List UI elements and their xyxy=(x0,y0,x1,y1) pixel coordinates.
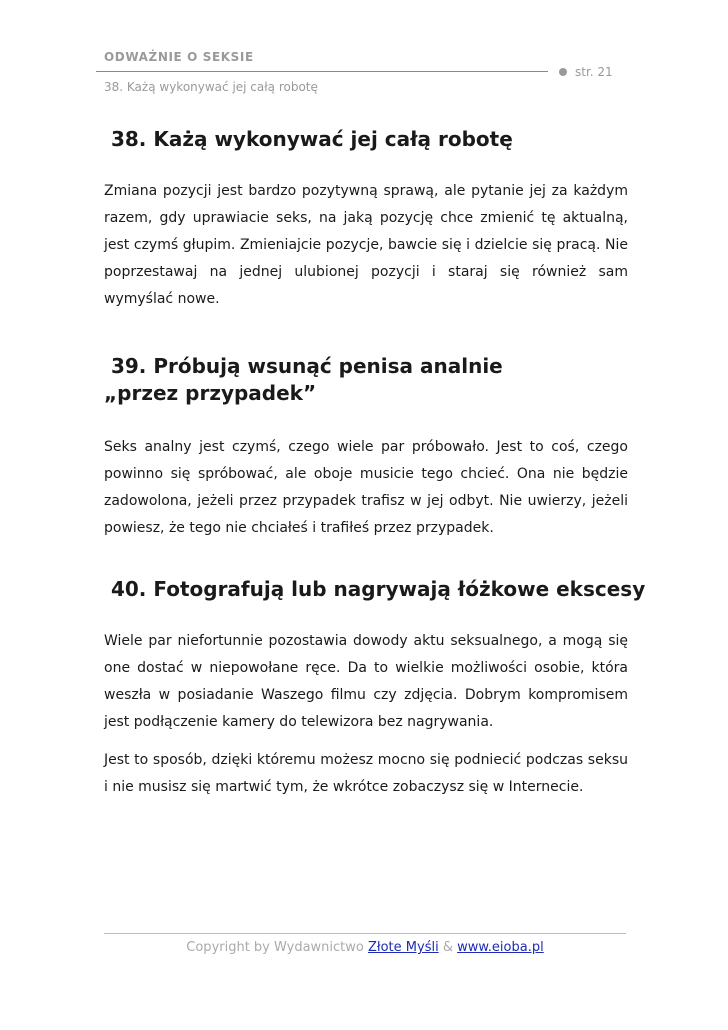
page-number: str. 21 xyxy=(575,65,613,79)
footer-copyright xyxy=(104,940,626,955)
footer-prefix: Copyright by Wydawnictwo xyxy=(186,940,368,955)
running-header-subtitle: 38. Każą wykonywać jej całą robotę xyxy=(104,80,318,94)
running-header-title: ODWAŻNIE O SEKSIE xyxy=(104,50,254,64)
section-heading-39 xyxy=(104,353,628,407)
section-39-paragraph: Seks analny jest czymś, czego wiele par próbowało. Jest to coś, czego powinno się spróbować, ale oboje musicie tego chcieć. Ona nie będzie zadowolona, jeżeli przez przypadek trafisz w jej odbyt. Nie uwierzy, jeżeli powiesz, że tego nie chciałeś i trafiłeś przez przypadek. xyxy=(104,439,628,536)
header-divider xyxy=(96,71,548,72)
bullet-icon xyxy=(559,68,567,76)
section-38-paragraph: Zmiana pozycji jest bardzo pozytywną sprawą, ale pytanie jej za każdym razem, gdy uprawiacie seks, na jaką pozycję chce zmienić tę aktualną, jest czymś głupim. Zmieniajcie pozycje, bawcie się i dzielcie się pracą. Nie poprzestawaj na jednej ulubionej pozycji i staraj się również sam wymyślać nowe. xyxy=(104,183,628,307)
section-40-paragraph-2: Jest to sposób, dzięki któremu możesz mocno się podniecić podczas seksu i nie musisz się martwić tym, że wkrótce zobaczysz się w Internecie. xyxy=(104,752,628,795)
section-40-paragraph-1: Wiele par niefortunnie pozostawia dowody aktu seksualnego, a mogą się one dostać w niepowołane ręce. Da to wielkie możliwości osobie, która weszła w posiadanie Waszego filmu czy zdjęcia. Dobrym kompromisem jest podłączenie kamery do telewizora bez nagrywania. xyxy=(104,633,628,730)
section-heading-39-line2: „przez przypadek” xyxy=(104,381,317,405)
section-heading-38: 38. Każą wykonywać jej całą robotę xyxy=(104,127,513,151)
section-heading-39-line1: 39. Próbują wsunąć penisa analnie xyxy=(104,354,503,378)
site-link[interactable]: www.eioba.pl xyxy=(457,940,544,955)
footer-divider xyxy=(104,933,626,934)
section-heading-40: 40. Fotografują lub nagrywają łóżkowe ekscesy xyxy=(104,577,646,601)
publisher-link[interactable]: Złote Myśli xyxy=(368,940,439,955)
footer-separator: & xyxy=(438,940,458,955)
